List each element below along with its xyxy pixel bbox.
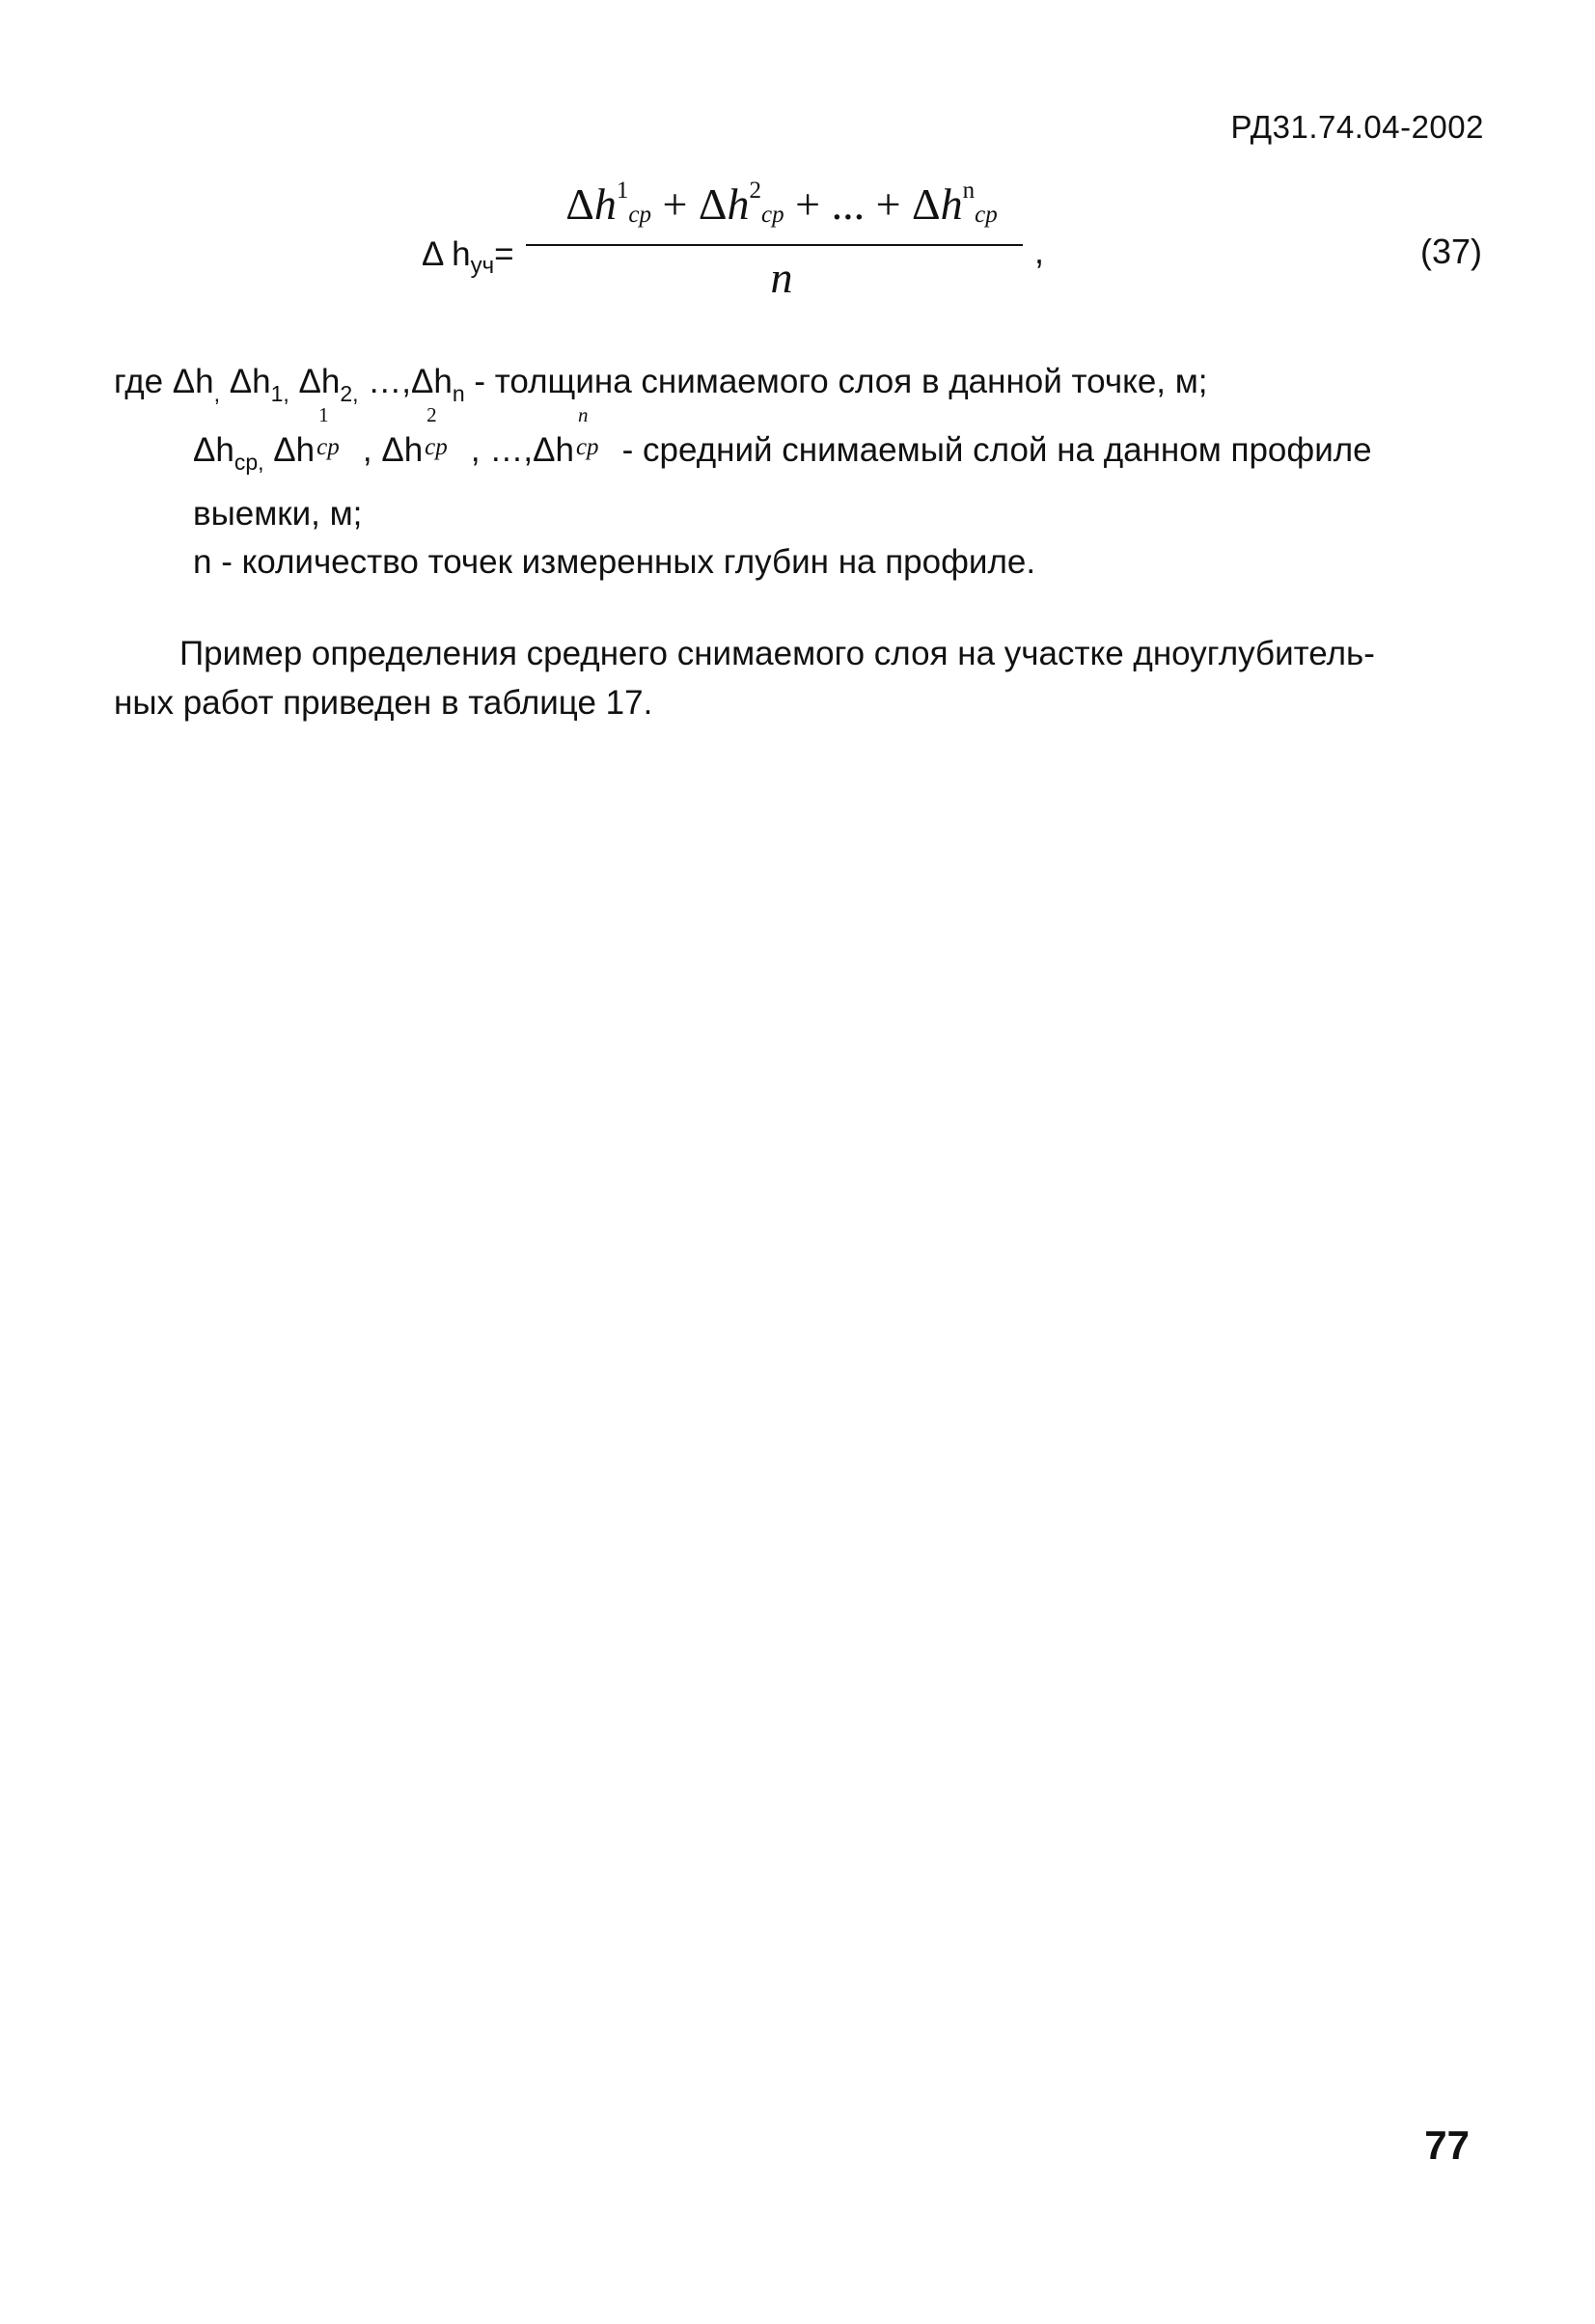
def1-text: - толщина снимаемого слоя в данной точке, м; [464,363,1208,400]
num-sub-3: ср [975,202,998,228]
equation-number: (37) [1419,232,1482,271]
def2-term-b-indices [315,403,353,461]
definition-line-4: n - количество точек измеренных глубин на профиле. [193,543,1036,581]
def2-term-b-sup: 1 [318,403,329,426]
formula-equals: = [494,235,514,273]
num-h-1: h [593,179,617,229]
definition-line-3: выемки, м; [193,495,363,533]
def2-term-d-indices [574,403,613,461]
paragraph-line-1: Пример определения среднего снимаемого слоя на участке дноуглубитель- [179,635,1375,672]
def2-term-d: Δh [533,431,574,469]
formula-lhs-symbol: Δ h [422,235,471,273]
def1-term-a: Δh [220,363,271,400]
num-delta-3: Δ [912,179,941,229]
def2-term-c: Δh [381,431,424,469]
formula-numerator [536,178,1028,230]
example-paragraph [114,629,1484,727]
num-plus-1: + [650,179,699,229]
def2-term-b: Δh [263,431,316,469]
num-sup-1: 1 [616,178,629,204]
def2-term-c-sub: ср [425,434,448,460]
def2-sep-2: , …, [461,431,534,469]
num-sub-2: ср [761,202,784,228]
num-h-3: h [940,179,963,229]
formula-lhs-subscript: уч [470,253,495,279]
num-h-2: h [727,179,750,229]
def2-term-a-sub: ср, [234,450,264,475]
formula-denominator: n [770,253,793,302]
def1-prefix: где Δh [114,363,214,400]
def1-term-c-sub: n [452,381,465,406]
def2-term-b-sub: ср [316,434,340,460]
definition-line-1 [114,363,1208,407]
def1-sep: , [213,381,221,406]
page-number: 77 [1424,2122,1470,2168]
formula-comma: , [1034,232,1045,271]
num-delta-2: Δ [698,179,728,229]
def2-term-c-sup: 2 [426,403,437,426]
num-delta-1: Δ [565,179,594,229]
def2-term-a: Δh [193,431,234,469]
num-sub-1: ср [628,202,651,228]
def2-term-d-sup: n [577,403,589,426]
num-sup-3: n [962,178,976,204]
paragraph-line-2: ных работ приведен в таблице 17. [114,684,653,722]
def2-text: - средний снимаемый слой на данном профиле [612,431,1372,469]
definition-line-2 [193,403,1372,476]
formula-lhs [422,235,514,280]
def1-term-b: Δh [289,363,341,400]
def1-term-a-sub: 1, [270,381,289,406]
def1-term-b-sub: 2, [340,381,359,406]
num-plus-ellipsis: + ... + [784,179,913,229]
formula-37 [0,178,1595,314]
num-sup-2: 2 [749,178,762,204]
def1-term-c: …,Δh [358,363,453,400]
def2-term-c-indices [423,403,461,461]
document-code: РД31.74.04-2002 [1230,109,1484,145]
fraction-line [526,244,1023,246]
def2-term-d-sub: ср [575,434,599,460]
def2-sep-1: , [353,431,382,469]
